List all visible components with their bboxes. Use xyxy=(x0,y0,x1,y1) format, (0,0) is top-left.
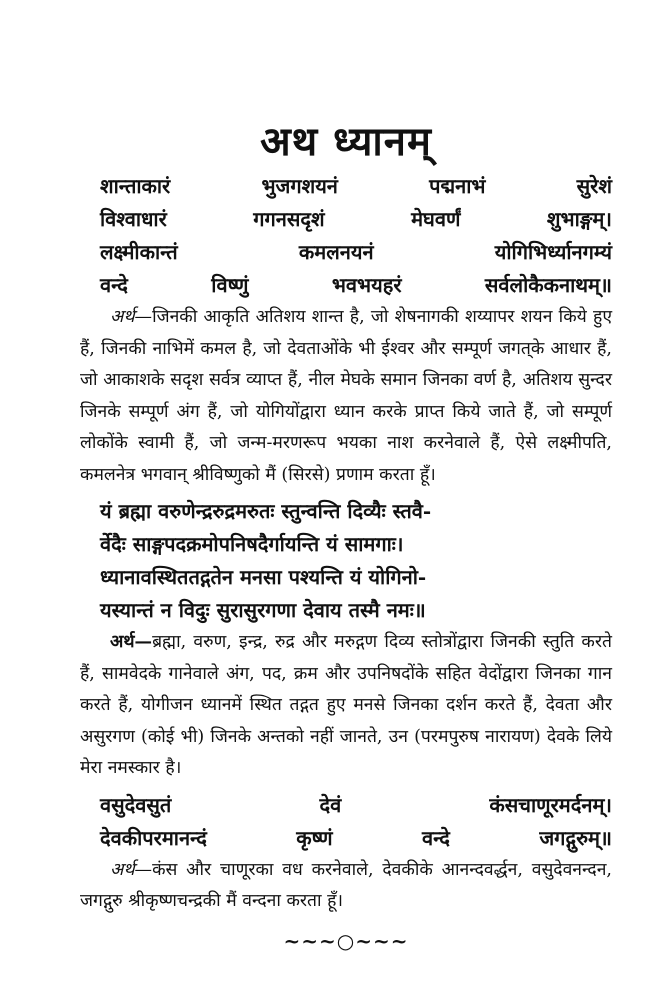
verse-line: र्वेदैः साङ्गपदक्रमोपनिषदैर्गायन्ति यं सामगाः। xyxy=(100,532,404,556)
verse-word: भुजगशयनं xyxy=(261,174,338,198)
verse-line: यं ब्रह्मा वरुणेन्द्ररुद्रमरुतः स्तुन्वन्ति दिव्यैः स्तवै- xyxy=(100,499,432,523)
verse-word: शान्ताकारं xyxy=(100,174,171,198)
verse-word: जगद्गुरुम्॥ xyxy=(539,825,612,850)
verse-word: योगिभिर्ध्यानगम्यं xyxy=(494,240,612,264)
meaning-text: कंस और चाणूरका वध करनेवाले, देवकीके आनन्दवर्द्धन, वसुदेवनन्दन, जगद्गुरु श्रीकृष्णचन्द्रकी मैं वन्दना करता हूँ। xyxy=(80,859,612,911)
verse-line xyxy=(100,822,612,855)
verse-word: कंसचाणूरमर्दनम्। xyxy=(489,792,612,817)
verse-word: पद्मनाभं xyxy=(429,174,486,198)
verse-word: लक्ष्मीकान्तं xyxy=(100,240,178,264)
page-title: अथ ध्यानम् xyxy=(260,118,432,165)
verse-line xyxy=(100,203,612,236)
meaning-text: जिनकी आकृति अतिशय शान्त है, जो शेषनागकी शय्यापर शयन किये हुए हैं, जिनकी नाभिमें कमल है, जो देवताओंके भी ईश्वर और सम्पूर्ण जगत्‌के आधार हैं, जो आकाशके सदृश सर्वत्र व्याप्त हैं, नील मेघके समान जिनका वर्ण है, अतिशय सुन्दर जिनके सम्पूर्ण अंग हैं, जो योगियोंद्वारा ध्यान करके प्राप्त किये जाते हैं, जो सम्पूर्ण लोकोंके स्वामी हैं, जो जन्म-मरणरूप भयका नाश करनेवाले हैं, ऐसे लक्ष्मीपति, कमलनेत्र भगवान् श्रीविष्णुको मैं (सिरसे) प्रणाम करता हूँ। xyxy=(80,307,612,485)
verse-word: भवभयहरं xyxy=(331,273,402,297)
verse-word: गगनसदृशं xyxy=(253,207,325,231)
verse-word: देवकीपरमानन्दं xyxy=(100,825,207,850)
verse-word: सर्वलोकैकनाथम्॥ xyxy=(484,273,612,297)
meaning-paragraph-1 xyxy=(80,302,612,491)
verse-line xyxy=(100,789,612,822)
verse-word: वसुदेवसुतं xyxy=(100,792,172,817)
verse-word: देवं xyxy=(319,792,342,817)
verse-line xyxy=(100,170,612,203)
verse-line: यस्यान्तं न विदुः सुरासुरगणा देवाय तस्मै नमः॥ xyxy=(100,598,426,622)
verse-line xyxy=(100,269,612,302)
verse-word: कृष्णं xyxy=(296,825,333,850)
verse-word: मेघवर्णं xyxy=(411,207,461,231)
meaning-text: ब्रह्मा, वरुण, इन्द्र, रुद्र और मरुद्गण दिव्य स्तोत्रोंद्वारा जिनकी स्तुति करते हैं, सामवेदके गानेवाले अंग, पद, क्रम और उपनिषदोंके सहित वेदोंद्वारा जिनका गान करते हैं, योगीजन ध्यानमें स्थित तद्गत हुए मनसे जिनका दर्शन करते हैं, देवता और असुरगण (कोई भी) जिनके अन्तको नहीं जानते, उन (परमपुरुष नारायण) देवके लिये मेरा नमस्कार है। xyxy=(80,632,612,778)
meaning-label: अर्थ— xyxy=(110,859,153,880)
verse-word: सुरेशं xyxy=(576,174,612,198)
verse-word: विष्णुं xyxy=(211,273,249,297)
verse-vasudevasutam xyxy=(100,789,612,855)
verse-word: कमलनयनं xyxy=(298,240,374,264)
verse-line xyxy=(100,236,612,269)
meaning-paragraph-2 xyxy=(80,627,612,785)
verse-shantakaram xyxy=(100,170,612,302)
verse-yam-brahma xyxy=(100,495,612,627)
meaning-paragraph-3 xyxy=(80,855,612,918)
meaning-label: अर्थ— xyxy=(110,632,153,652)
section-separator: ~~~○~~~ xyxy=(283,928,409,953)
meaning-label: अर्थ— xyxy=(110,307,153,327)
verse-word: शुभाङ्गम्। xyxy=(546,207,612,231)
verse-word: वन्दे xyxy=(100,273,128,297)
verse-word: विश्वाधारं xyxy=(100,207,167,231)
verse-word: वन्दे xyxy=(421,825,450,850)
verse-line: ध्यानावस्थिततद्गतेन मनसा पश्यन्ति यं योगिनो- xyxy=(100,565,427,589)
